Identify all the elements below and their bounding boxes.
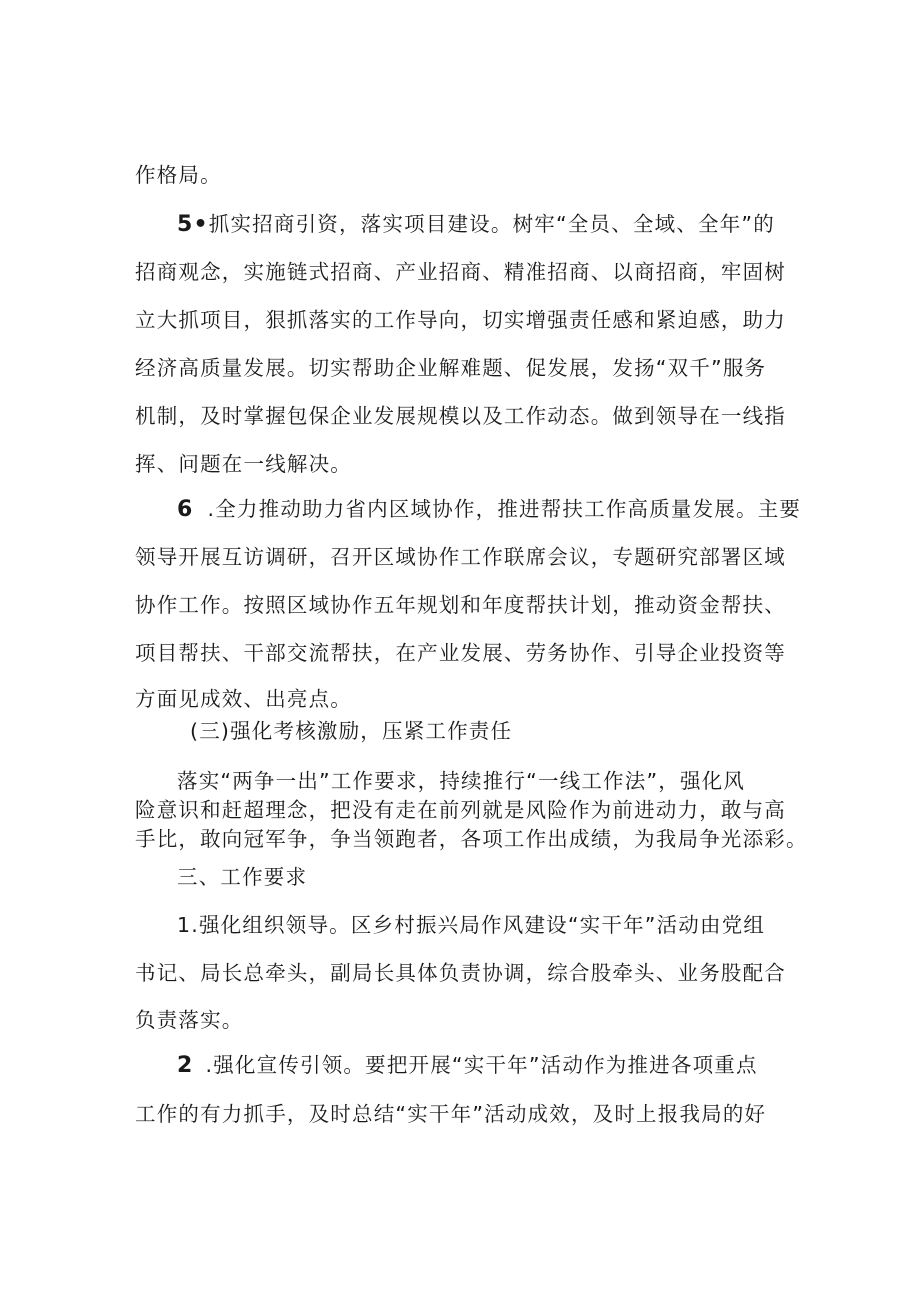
paragraph-line: 手比，敢向冠军争，争当领跑者，各项工作出成绩，为我局争光添彩。 [135,827,808,851]
section-heading: 三、工作要求 [177,865,308,889]
paragraph-text: .全力推动助力省内区域协作，推进帮扶工作高质量发展。主要 [207,497,802,521]
paragraph-line: 工作的有力抓手，及时总结“实干年”活动成效，及时上报我局的好 [135,1102,767,1126]
paragraph-line: 招商观念，实施链式招商、产业招商、精准招商、以商招商，牢固树 [135,260,786,284]
paragraph-line: 协作工作。按照区域协作五年规划和年度帮扶计划，推动资金帮扶、 [135,593,786,617]
paragraph-line: 负责落实。 [135,1008,244,1032]
paragraph-line [177,211,775,238]
paragraph-line: 机制，及时掌握包保企业发展规模以及工作动态。做到领导在一线指 [135,404,786,428]
paragraph-line: 1.强化组织领导。区乡村振兴局作风建设“实干年”活动由党组 [177,913,766,937]
section-heading: (三)强化考核激励，压紧工作责任 [190,719,513,743]
list-number: 2 [177,1053,194,1078]
paragraph-line: 险意识和赶超理念，把没有走在前列就是风险作为前进动力，敢与高 [135,798,786,822]
paragraph-line: 落实“两争一出”工作要求，持续推行“一线工作法”，强化风 [177,769,746,793]
list-number: 6 [177,497,194,522]
paragraph-line: 经济高质量发展。切实帮助企业解难题、促发展，发扬“双千”服务 [135,356,767,380]
paragraph-line: 作格局。 [135,163,222,187]
list-number: 5• [177,212,209,237]
paragraph-line: 项目帮扶、干部交流帮扶，在产业发展、劳务协作、引导企业投资等 [135,641,786,665]
paragraph-text: .强化宣传引领。要把开展“实干年”活动作为推进各项重点 [205,1053,758,1077]
paragraph-line: 挥、问题在一线解决。 [135,452,352,476]
paragraph-line [177,496,801,523]
paragraph-text: 抓实招商引资，落实项目建设。树牢“全员、全域、全年”的 [208,212,775,236]
paragraph-line: 领导开展互访调研，召开区域协作工作联席会议，专题研究部署区域 [135,545,786,569]
paragraph-line: 立大抓项目，狠抓落实的工作导向，切实增强责任感和紧迫感，助力 [135,308,786,332]
paragraph-line: 书记、局长总牵头，副局长具体负责协调，综合股牵头、业务股配合 [135,961,786,985]
paragraph-line [177,1052,758,1079]
paragraph-line: 方面见成效、出亮点。 [135,687,352,711]
